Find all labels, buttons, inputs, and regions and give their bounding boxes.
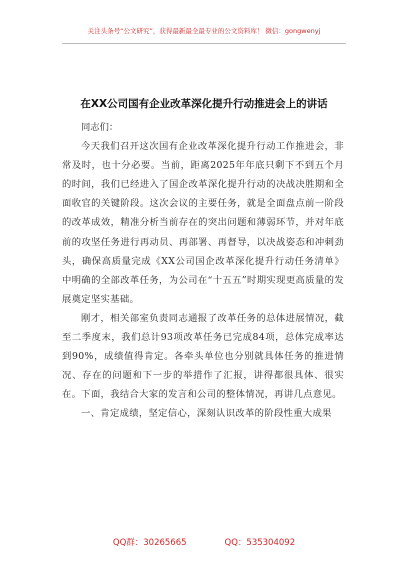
- section-heading-one: 一、肯定成绩，坚定信心，深刻认识改革的阶段性重大成果: [81, 408, 332, 420]
- salutation: 同志们：: [81, 122, 119, 133]
- footer-qq-group: QQ群：30265665: [112, 538, 187, 548]
- footer-contacts: [0, 536, 408, 548]
- paragraph-progress: 刚才，相关部室负责同志通报了改革任务的总体进展情况，截至二季度末，我们总计93项改革任务已完成84项，总体完成率达到90%，成绩值得肯定。各牵头单位也分别就具体任务的推进情况、存在的问题和下一步的举措作了汇报，讲得都很具体、很实在。下面，我结合大家的发言和公司的整体情况，再讲几点意见。: [62, 312, 344, 401]
- paragraph-opening: 今天我们召开这次国有企业改革深化提升行动工作推进会，非常及时，也十分必要。当前，距离2025年年底只剩下不到五个月的时间，我们已经进入了国企改革深化提升行动的决战决胜期和全面收官的关键阶段。这次会议的主要任务，就是全面盘点前一阶段的改革成效，精准分析当前存在的突出问题和薄弱环节，并对年底前的攻坚任务进行再动员、再部署、再督导，以决战姿态和冲刺劲头，确保高质量完成《XX公司国企改革深化提升行动任务清单》中明确的全部改革任务，为公司在“十五五”时期实现更高质量的发展奠定坚实基础。: [62, 141, 344, 305]
- header-divider: [62, 43, 346, 44]
- header-banner: 关注头条号“公文研究”，获得最新最全最专业的公文资料库！ 微信：gongwenyj: [87, 27, 321, 35]
- document-body: [62, 118, 344, 424]
- document-title: 在XX公司国有企业改革深化提升行动推进会上的讲话: [80, 98, 328, 110]
- footer-qq: QQ：535304092: [224, 538, 296, 548]
